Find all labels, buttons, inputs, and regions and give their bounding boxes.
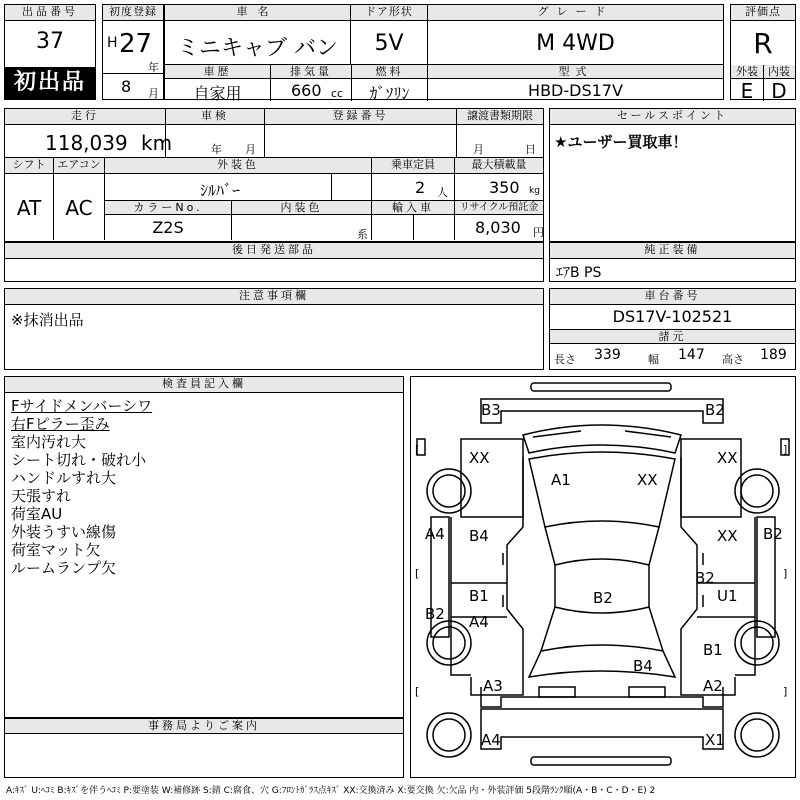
inspector-label: 検査員記入欄	[5, 377, 403, 393]
sales-point-label: セールスポイント	[550, 109, 795, 125]
notes-text: ※抹消出品	[11, 311, 84, 329]
bracket-mark: [	[415, 443, 420, 456]
interior-label: 内装	[763, 65, 795, 79]
damage-mark-xx-roof: XX	[637, 471, 658, 489]
remark-line: シート切れ・破れ小	[11, 451, 147, 469]
damage-mark-b2-front-right: B2	[705, 401, 725, 419]
damage-mark-b2-right-panel: B2	[763, 525, 783, 543]
door-label: ドア形状	[351, 5, 427, 21]
inspection-month-unit: 月	[245, 143, 256, 156]
damage-mark-b4-rear: B4	[633, 657, 653, 675]
damage-mark-b2-center: B2	[593, 589, 613, 607]
color-number: Z2S	[152, 218, 184, 237]
length: 339	[594, 347, 621, 363]
max-load-unit: kg	[529, 186, 540, 196]
inspection-label: 車検	[166, 109, 264, 125]
notes-box	[4, 288, 544, 370]
bracket-mark: ]	[783, 567, 788, 580]
shift-label: シフト	[5, 158, 53, 174]
remark-line: 外装うすい線傷	[11, 523, 117, 541]
ac: AC	[65, 196, 93, 220]
score: R	[753, 27, 773, 60]
bracket-mark: ]	[783, 685, 788, 698]
lot-number: 37	[36, 29, 64, 54]
genuine-equipment-label: 純正装備	[550, 243, 795, 259]
month-unit: 月	[148, 87, 159, 100]
width-label: 幅	[648, 353, 659, 366]
car-outline	[411, 377, 795, 777]
displacement-unit: cc	[331, 87, 344, 100]
damage-mark-b2-right-step: B2	[695, 569, 715, 587]
damage-mark-b2-left-lower: B2	[425, 605, 445, 623]
exterior-color: ｼﾙﾊﾞｰ	[199, 181, 240, 200]
import-label: 輸入車	[372, 201, 454, 215]
interior-color-label: 内装色	[232, 201, 371, 215]
first-listing-badge: 初出品	[5, 67, 95, 99]
recycle-label: リサイクル預託金	[455, 201, 543, 215]
lot-number-box	[4, 4, 96, 100]
fuel: ｶﾞｿﾘﾝ	[369, 84, 410, 103]
door-type: 5V	[374, 31, 404, 56]
height: 189	[760, 347, 787, 363]
interior-grade: D	[771, 79, 787, 103]
exterior-grade: E	[740, 79, 754, 103]
office-notice-box	[4, 718, 404, 778]
sales-point: ★ユーザー買取車！	[554, 133, 688, 151]
chassis-label: 車台番号	[550, 289, 795, 305]
mileage: 118,039	[45, 131, 128, 155]
exterior-color-label: 外装色	[105, 158, 371, 174]
max-load: 350	[489, 178, 520, 197]
month-value: 8	[121, 77, 132, 96]
max-load-label: 最大積載量	[455, 158, 543, 174]
first-registration-label: 初度登録	[103, 5, 163, 21]
genuine-equipment: ｴｱB PS	[556, 265, 602, 281]
damage-mark-b3-front-left: B3	[481, 401, 501, 419]
damage-mark-a4-left-panel: A4	[425, 525, 445, 543]
era: H	[107, 35, 118, 51]
remark-line: 右Fピラー歪み	[11, 415, 110, 433]
damage-mark-b4-left-door: B4	[469, 527, 489, 545]
transfer-deadline-label: 譲渡書類期限	[457, 109, 543, 125]
bracket-mark: ]	[783, 443, 788, 456]
later-parts-box	[4, 242, 544, 282]
recycle-unit: 円	[533, 226, 544, 239]
displacement-label: 排気量	[271, 65, 351, 79]
spec-row	[4, 158, 544, 242]
exterior-label: 外装	[731, 65, 763, 79]
bracket-mark: [	[415, 567, 420, 580]
damage-mark-x1-rear-bumper-right: X1	[705, 731, 725, 749]
width: 147	[678, 347, 705, 363]
score-box	[730, 4, 796, 103]
transfer-day-unit: 日	[525, 143, 536, 156]
damage-mark-xx-fender-left: XX	[469, 449, 490, 467]
length-label: 長さ	[554, 353, 576, 366]
later-parts-label: 後日発送部品	[5, 243, 543, 259]
inspector-box	[4, 376, 404, 718]
year-unit: 年	[148, 61, 159, 74]
fuel-label: 燃料	[352, 65, 427, 79]
remark-line: ハンドルすれ大	[11, 469, 117, 487]
bracket-mark: [	[415, 685, 420, 698]
car-name: ミニキャブ バン	[177, 36, 338, 61]
legend: A:ｷｽﾞ U:ﾍｺﾐ B:ｷｽﾞを伴うﾍｺﾐ P:要塗装 W:補修跡 S:錆 C:腐食、穴 G:ﾌﾛﾝﾄｶﾞﾗｽ点ｷｽﾞ XX:交換済み X:要交換 欠:欠品 内・外装評価 5段階ﾗﾝｸ順(A・B・C・D・E) 2	[6, 786, 656, 796]
history-label: 車歴	[165, 65, 270, 79]
damage-mark-xx-fender-right: XX	[717, 449, 738, 467]
remark-line: ルームランプ欠	[11, 559, 117, 577]
model: HBD-DS17V	[528, 81, 623, 100]
damage-mark-b1-left-rear-door: B1	[469, 587, 489, 605]
mileage-unit: km	[141, 131, 173, 155]
office-notice-label: 事務局よりご案内	[5, 718, 403, 734]
grade: M 4WD	[536, 31, 615, 56]
damage-mark-a4-rear-bumper-left: A4	[481, 731, 501, 749]
car-diagram	[410, 376, 796, 778]
remark-line: 室内汚れ大	[11, 433, 87, 451]
lot-number-label: 出品番号	[5, 5, 95, 21]
capacity: 2	[415, 178, 426, 197]
inspection-year-unit: 年	[211, 143, 222, 156]
interior-color-unit: 系	[357, 228, 368, 241]
color-number-label: カラーNo.	[105, 201, 231, 215]
model-label: 型式	[428, 65, 723, 79]
genuine-equipment-box	[549, 242, 796, 282]
capacity-unit: 人	[437, 186, 448, 199]
transfer-month-unit: 月	[473, 143, 484, 156]
car-info-box	[164, 4, 724, 103]
score-label: 評価点	[731, 5, 795, 21]
damage-mark-xx-right-door: XX	[717, 527, 738, 545]
mileage-label: 走行	[5, 109, 165, 125]
mileage-row	[4, 108, 544, 158]
chassis-number: DS17V-102521	[612, 307, 733, 326]
history: 自家用	[193, 84, 242, 103]
damage-mark-a1-roof: A1	[551, 471, 571, 489]
grade-label: グレード	[428, 5, 723, 21]
damage-mark-u1-right-rear-door: U1	[717, 587, 738, 605]
registration-number-label: 登録番号	[265, 109, 456, 125]
remark-line: 荷室AU	[11, 505, 63, 523]
capacity-label: 乗車定員	[372, 158, 454, 174]
displacement: 660	[291, 81, 322, 100]
sales-point-box	[549, 108, 796, 242]
first-registration-box	[102, 4, 164, 100]
spec-label: 諸元	[550, 330, 795, 344]
shift: AT	[16, 196, 42, 220]
damage-mark-b1-right-lower: B1	[703, 641, 723, 659]
remark-line: 荷室マット欠	[11, 541, 101, 559]
chassis-box	[549, 288, 796, 370]
damage-mark-a4-left-rear: A4	[469, 613, 489, 631]
remark-line: 天張すれ	[11, 487, 72, 505]
remark-line: Fサイドメンバーシワ	[11, 397, 153, 415]
recycle-fee: 8,030	[475, 218, 521, 237]
ac-label: エアコン	[54, 158, 104, 174]
height-label: 高さ	[722, 353, 744, 366]
inspector-remarks	[11, 397, 152, 577]
damage-mark-a3-rear-left: A3	[483, 677, 503, 695]
damage-mark-a2-rear-right: A2	[703, 677, 723, 695]
year-value: 27	[119, 29, 153, 59]
car-name-label: 車名	[165, 5, 350, 21]
notes-label: 注意事項欄	[5, 289, 543, 305]
